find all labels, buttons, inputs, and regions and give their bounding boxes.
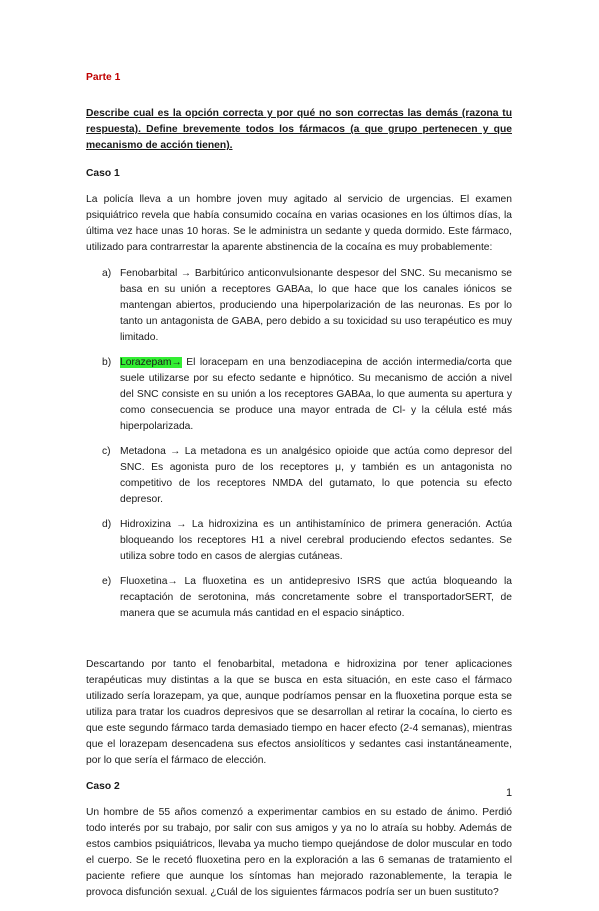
- option-label: a): [102, 268, 112, 279]
- arrow-icon: →: [165, 446, 185, 457]
- instructions: Describe cual es la opción correcta y por qué no son correctas las demás (razona tu respuesta). Define brevemente todos los fármacos (a que grupo pertenecen y que mecanismo de acción tienen).: [86, 108, 512, 151]
- option-drug-name: Lorazepam: [120, 357, 172, 368]
- option-b: [86, 355, 512, 435]
- option-c: [86, 444, 512, 508]
- option-label: d): [102, 519, 112, 530]
- option-label: b): [102, 357, 112, 368]
- option-text: La fluoxetina es un antidepresivo ISRS que actúa bloqueando la recaptación de serotonina, más concretamente sobre el transportadorSERT, de manera que se acumula más cantidad en el espacio sináptico.: [120, 576, 512, 619]
- caso1-text: La policía lleva a un hombre joven muy agitado al servicio de urgencias. El examen psiquiátrico revela que había consumido cocaína en varias ocasiones en los últimos días, la última vez hace unas 10 horas. Se le administra un sedante y queda dormido. Este fármaco, utilizado para contrarrestar la aparente abstinencia de la cocaína es muy probablemente:: [86, 194, 512, 253]
- caso1-title: Caso 1: [86, 168, 120, 179]
- caso2-text: Un hombre de 55 años comenzó a experimentar cambios en su estado de ánimo. Perdió todo interés por su trabajo, por salir con sus amigos y ya no lo atraía su hobby. Además de estos cambios psiquiátricos, llevaba ya mucho tiempo quejándose de dolor muscular en todo el cuerpo. Se le recetó fluoxetina pero en la exploración a las 6 semanas de tratamiento el paciente refiere que aunque los síntomas han mejorado razonablemente, la terapia le provoca disfunción sexual. ¿Cuál de los siguientes fármacos podría ser un buen sustituto?: [86, 807, 512, 898]
- arrow-icon: →: [177, 268, 195, 279]
- option-drug-name: Fenobarbital: [120, 268, 178, 279]
- option-text: Barbitúrico anticonvulsionante despesor del SNC. Su mecanismo se basa en su unión a receptores GABAa, lo que hace que los canales iónicos se mantengan abiertos, produciendo una hiperpolarización de las neuronas. Es por lo tanto un antagonista de GABA, pero debido a su toxicidad su uso terapéutico es muy limitado.: [120, 268, 512, 343]
- highlighted-answer: [120, 357, 182, 368]
- page-content: [86, 70, 512, 911]
- arrow-icon: →: [171, 357, 182, 368]
- option-text: El loracepam en una benzodiacepina de acción intermedia/corta que suele utilizarse por su efecto sedante e hipnótico. Su mecanismo de acción a nivel del SNC consiste en su unión a los receptores GABAa, lo que aumenta su apertura y como consecuencia se produce una mayor entrada de Cl- y la célula esté más hiperpolarizada.: [120, 357, 512, 432]
- arrow-icon: →: [170, 519, 192, 530]
- arrow-icon: →: [167, 576, 185, 587]
- page-number: 1: [506, 787, 513, 799]
- caso2-title: Caso 2: [86, 781, 120, 792]
- caso1-conclusion: Descartando por tanto el fenobarbital, metadona e hidroxizina por tener aplicaciones terapéuticas muy distintas a la que se busca en esta situación, en este caso el fármaco utilizado sería lorazepam, ya que, aunque podríamos pensar en la fluoxetina porque esta se utiliza para tratar los cuadros depresivos que se desarrollan al retirar la cocaína, lo cierto es que este segundo fármaco tarda demasiado tiempo en hacer efecto (2-4 semanas), mientras que el lorazepam desencadena sus efectos ansiolíticos y sedantes casi instantáneamente, por lo que sería el fármaco de elección.: [86, 659, 512, 766]
- caso1-options: [86, 266, 512, 622]
- option-label: c): [102, 446, 111, 457]
- option-label: e): [102, 576, 112, 587]
- option-drug-name: Hidroxizina: [120, 519, 171, 530]
- spacer: [86, 631, 512, 657]
- part-title: Parte 1: [86, 72, 121, 83]
- option-a: [86, 266, 512, 346]
- option-e: [86, 574, 512, 622]
- option-text: La hidroxizina es un antihistamínico de primera generación. Actúa bloqueando los receptores H1 a nivel cerebral produciendo efectos sedantes. Se utiliza sobre todo en casos de alergias cutáneas.: [120, 519, 512, 562]
- option-d: [86, 517, 512, 565]
- option-text: La metadona es un analgésico opioide que actúa como depresor del SNC. Es agonista puro de los receptores μ, y también es un antagonista no competitivo de los receptores NMDA del gutamato, lo que potencia su efecto depresor.: [120, 446, 512, 505]
- option-drug-name: Fluoxetina: [120, 576, 168, 587]
- option-drug-name: Metadona: [120, 446, 166, 457]
